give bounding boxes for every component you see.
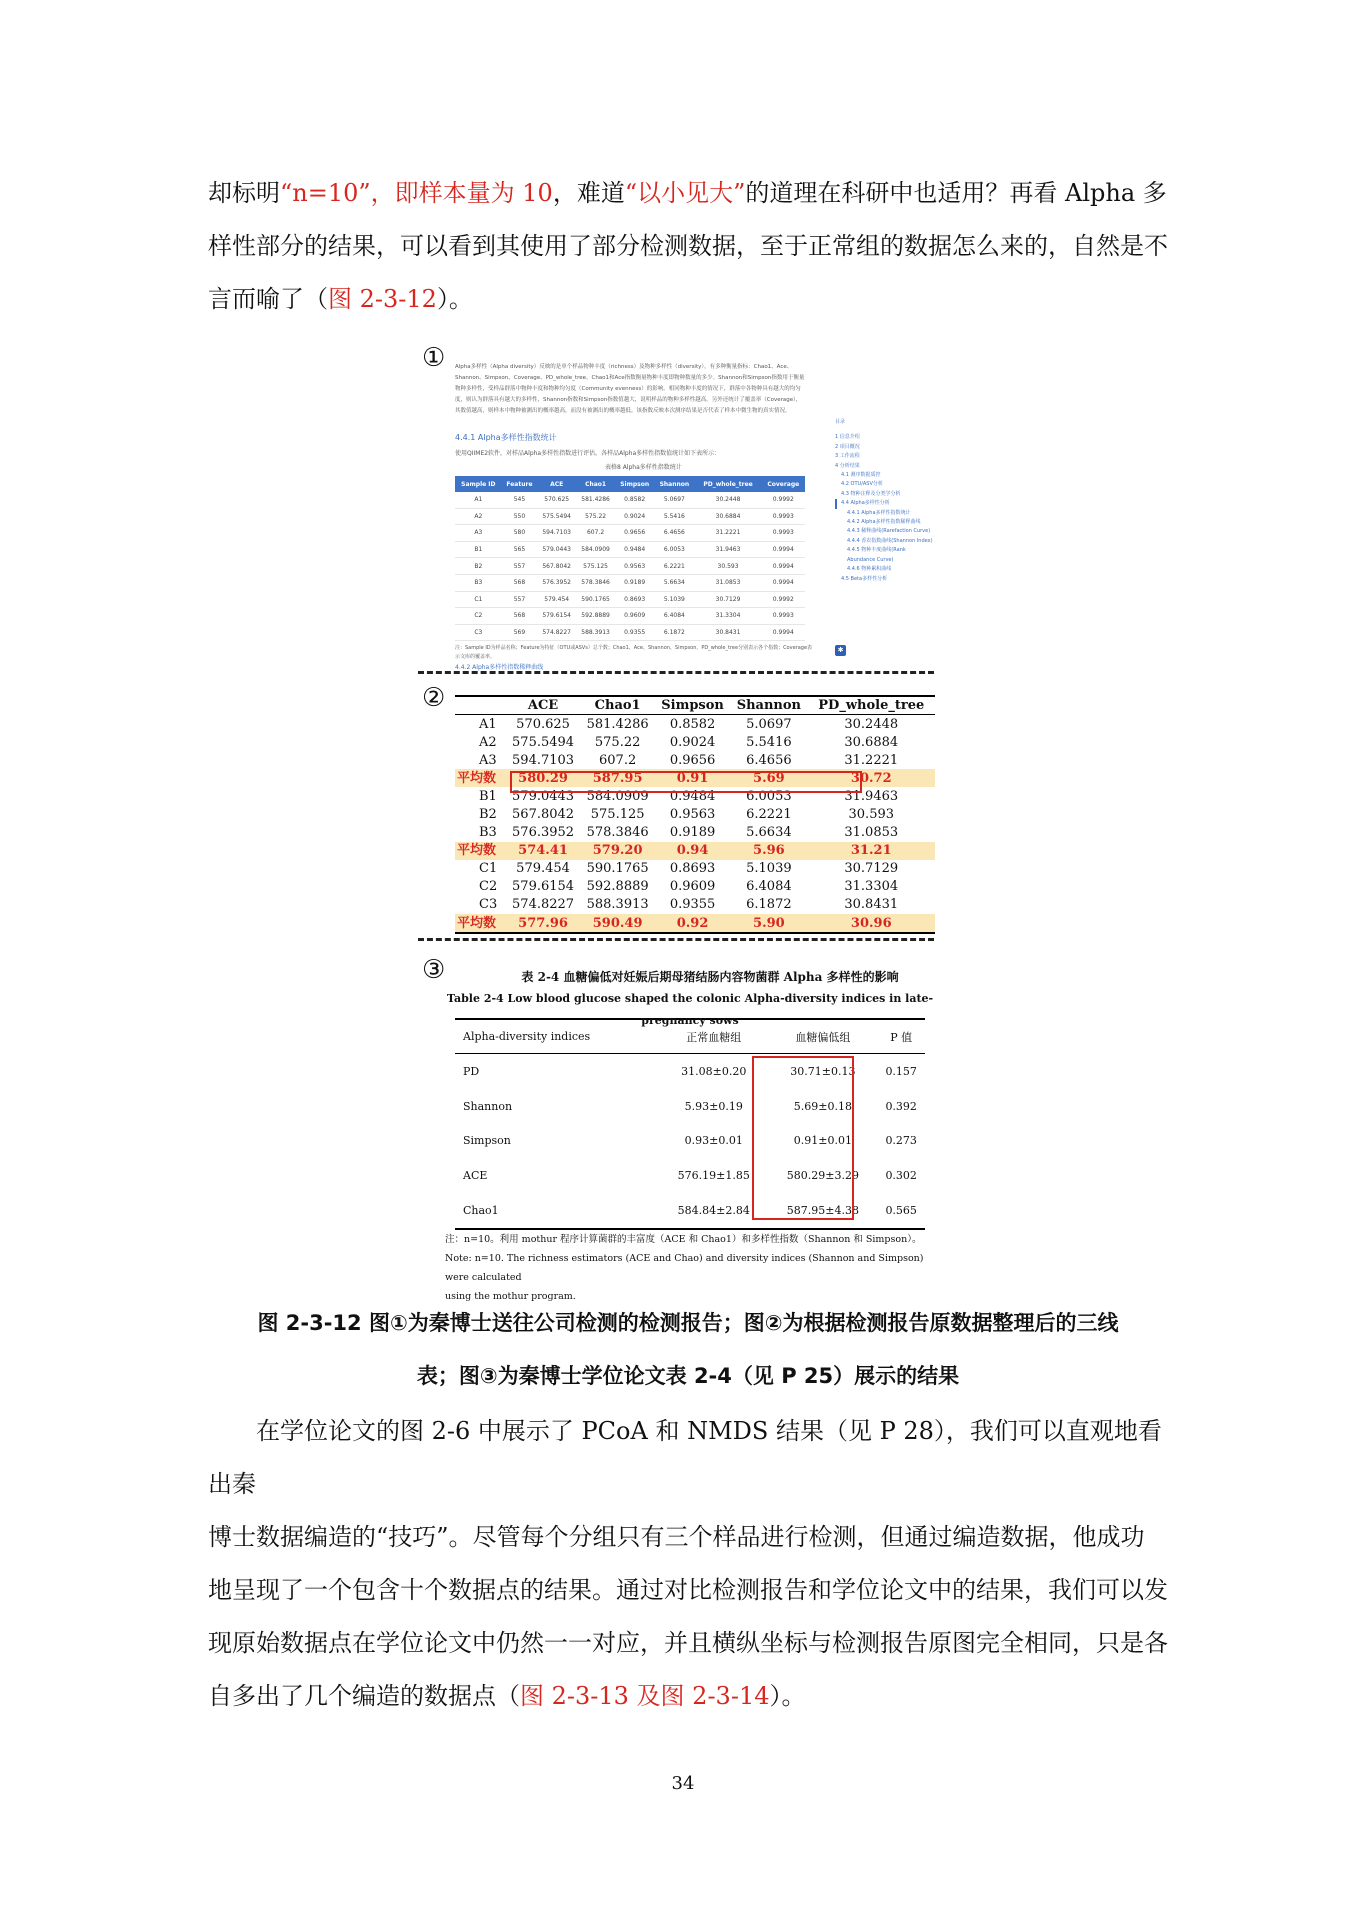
report-cell: 0.8582	[615, 492, 654, 508]
report-cell: B1	[455, 541, 502, 558]
report-cell: 607.2	[576, 525, 615, 542]
table-cell: 0.9563	[669, 807, 716, 823]
table-cell: 31.21	[808, 842, 935, 860]
table-header-cell: 血糖偏低组	[768, 1019, 877, 1054]
report-table	[455, 476, 805, 641]
table-header-cell	[455, 696, 506, 715]
report-cell: 590.1765	[576, 591, 615, 608]
report-cell: C3	[455, 624, 502, 641]
thesis-table-panel	[440, 966, 940, 1306]
row-label: 平均数	[455, 769, 506, 787]
table-cell: 581.4286	[586, 716, 649, 732]
text-span: 却标明	[208, 179, 280, 207]
table-cell: 584.84±2.84	[659, 1193, 768, 1229]
table-row	[455, 878, 935, 896]
row-label: A1	[479, 716, 497, 732]
table-cell: 578.3846	[586, 825, 649, 841]
toc-title: 目录	[835, 419, 846, 425]
toc-item: 3 工作流程	[835, 453, 860, 460]
report-cell: 574.8227	[537, 624, 576, 641]
table-cell: 0.91±0.01	[793, 1134, 852, 1148]
table-cell: 0.93±0.01	[684, 1134, 743, 1148]
toc-item: 4.4 Alpha多样性分析	[835, 499, 935, 508]
row-label: B1	[479, 788, 497, 804]
bottom-paragraph	[208, 1405, 1168, 1723]
table-row	[455, 591, 805, 608]
table-header-cell: ACE	[506, 696, 581, 715]
report-header-cell: PD_whole_tree	[694, 476, 761, 492]
report-cell: 31.0853	[694, 574, 761, 591]
table-cell: 575.125	[590, 807, 645, 823]
report-cell: 0.8693	[615, 591, 654, 608]
table-cell: 577.96	[506, 914, 581, 933]
report-footnote: 注：Sample ID为样品名称；Feature为特征（OTU或ASVs）总个数；Chao1、Ace、Shannon、Simpson、PD_whole_tree分别表示各个指数；Coverage表示文库的覆盖率。	[455, 645, 813, 660]
report-header-cell: ACE	[537, 476, 576, 492]
table-cell: 0.9024	[669, 734, 716, 750]
panel-label-3: ③	[422, 955, 446, 985]
figure-reference: 图 2-3-13 及图 2-3-14	[520, 1682, 770, 1710]
table-cell: 579.454	[516, 861, 570, 877]
report-header-cell: Simpson	[615, 476, 654, 492]
table-row	[455, 624, 805, 641]
table-cell: 5.69±0.18	[793, 1099, 852, 1113]
table-cell: 30.593	[848, 807, 895, 823]
report-cell: 0.9355	[615, 624, 654, 641]
figure-caption	[208, 1297, 1168, 1403]
toc-item: 4.1 测序数据质控	[841, 472, 881, 479]
table-cell: 0.9484	[669, 788, 716, 804]
table-cell: 30.71±0.13	[790, 1064, 856, 1078]
table-header-cell: Alpha-diversity indices	[455, 1019, 659, 1054]
table-cell: 31.9463	[844, 788, 899, 804]
report-cell: 0.9024	[615, 508, 654, 525]
report-cell: 6.4656	[654, 525, 694, 542]
report-cell: 5.0697	[654, 492, 694, 508]
table-cell: 590.49	[580, 914, 655, 933]
toc-item: 1 信息介绍	[835, 434, 860, 441]
table-cell: 588.3913	[586, 897, 649, 913]
report-cell: 550	[502, 508, 538, 525]
report-cell: A3	[455, 525, 502, 542]
table-row	[455, 733, 935, 751]
toc-toggle-icon: ✱	[835, 645, 846, 656]
report-cell: 580	[502, 525, 538, 542]
table-cell: 6.1872	[746, 897, 792, 913]
report-section-title: 4.4.1 Alpha多样性指数统计	[455, 433, 557, 442]
table-cell: 587.95±4.38	[768, 1193, 877, 1229]
report-cell: 31.2221	[694, 525, 761, 542]
text-span: ）。	[436, 285, 473, 313]
report-cell: 579.454	[537, 591, 576, 608]
page-number: 34	[671, 1773, 695, 1794]
report-cell: 594.7103	[537, 525, 576, 542]
table-cell: 5.6634	[746, 825, 792, 841]
row-label: 平均数	[455, 914, 506, 933]
panel-label-1: ①	[422, 343, 446, 373]
report-header-cell: Feature	[502, 476, 538, 492]
table-cell: 574.41	[506, 842, 581, 860]
report-cell: 30.593	[694, 558, 761, 575]
report-header-cell: Sample ID	[455, 476, 502, 492]
report-cell: 0.9656	[615, 525, 654, 542]
toc-item: 4.4.6 物种累积曲线	[847, 566, 892, 573]
text-span: 的道理在科研中也适用？再看 Alpha 多	[745, 179, 1167, 207]
report-cell: 579.0443	[537, 541, 576, 558]
report-cell: 0.9992	[762, 492, 805, 508]
table-cell: 607.2	[599, 752, 637, 768]
table-cell: 0.9656	[669, 752, 716, 768]
report-cell: 581.4286	[576, 492, 615, 508]
report-cell: 5.5416	[654, 508, 694, 525]
table-cell: 5.90	[730, 914, 807, 933]
report-cell: 0.9484	[615, 541, 654, 558]
table-cell: 0.302	[885, 1169, 917, 1183]
table-header-cell: 正常血糖组	[659, 1019, 768, 1054]
report-cell: 6.2221	[654, 558, 694, 575]
table-cell: 584.0909	[586, 788, 649, 804]
table-cell: 570.625	[516, 716, 570, 732]
report-cell: 0.9189	[615, 574, 654, 591]
table-cell: 0.8693	[669, 861, 716, 877]
table-cell: 587.95	[580, 769, 655, 787]
report-cell: 0.9993	[762, 608, 805, 625]
toc-item: 4.5 Beta多样性分析	[841, 575, 888, 582]
report-cell: 570.625	[537, 492, 576, 508]
text-line: 样性部分的结果，可以看到其使用了部分检测数据，至于正常组的数据怎么来的，自然是不	[208, 232, 1168, 260]
table-cell: 0.392	[885, 1099, 917, 1113]
table-cell: 575.5494	[512, 734, 575, 750]
report-intro: Alpha多样性（Alpha diversity）反映的是单个样品物种丰度（richness）及物种多样性（diversity），有多种衡量指标：Chao1、Ace、Shannon、Simpson、Coverage、PD_whole_tree。Chao1和Ace指数衡量物种丰度即物种数量的多少。Shannon和Simpson指数用于衡量物种多样性，受样品群落中物种丰度和物种均匀度（Community evenness）的影响。相同物种丰度的情况下，群落中各物种具有越大的均匀度，则认为群落具有越大的多样性，Shannon指数和Simpson指数值越大，说明样品的物种多样性越高。另外还统计了覆盖率（Coverage），其数值越高，则样本中物种被测出的概率越高，而没有被测出的概率越低。该指数反映本次测序结果是否代表了样本中微生物的真实情况。	[455, 364, 805, 414]
table-row	[455, 751, 935, 769]
table-row	[455, 558, 805, 575]
table-row	[455, 492, 805, 508]
table-cell: 0.9609	[669, 879, 716, 895]
three-line-table	[455, 695, 935, 934]
report-cell: 30.6884	[694, 508, 761, 525]
table-header-cell: Chao1	[580, 696, 655, 715]
table-cell: 6.2221	[746, 807, 792, 823]
average-row	[455, 769, 935, 787]
table-cell: 0.157	[885, 1064, 917, 1078]
table-row	[455, 824, 935, 842]
table-cell: 0.94	[655, 842, 730, 860]
report-cell: 575.22	[576, 508, 615, 525]
table-cell: 5.69	[730, 769, 807, 787]
table-cell: Shannon	[463, 1099, 513, 1113]
figure-reference: 图 2-3-12	[328, 285, 437, 313]
row-label: 平均数	[455, 842, 506, 860]
text-line: 在学位论文的图 2-6 中展示了 PCoA 和 NMDS 结果（见 P 28），我们可以直观地看出秦	[208, 1417, 1162, 1498]
table-cell: 6.0053	[746, 788, 792, 804]
report-cell: 557	[502, 591, 538, 608]
report-cell: 584.0909	[576, 541, 615, 558]
report-cell: 6.0053	[654, 541, 694, 558]
table-row	[455, 805, 935, 823]
report-cell: 578.3846	[576, 574, 615, 591]
report-cell: 30.2448	[694, 492, 761, 508]
table-cell: 580.29	[506, 769, 581, 787]
table-cell: 5.1039	[746, 861, 792, 877]
toc-item: 4.3 物种注释及分类学分析	[841, 490, 901, 497]
report-cell: 569	[502, 624, 538, 641]
table-cell: ACE	[463, 1169, 488, 1183]
table-cell: 31.3304	[844, 879, 899, 895]
table-cell: 590.1765	[586, 861, 649, 877]
average-row	[455, 914, 935, 933]
row-label: C3	[479, 897, 498, 913]
table-cell: 0.565	[877, 1193, 925, 1229]
table-cell: 576.19±1.85	[677, 1169, 750, 1183]
report-cell: 568	[502, 608, 538, 625]
caption-line: 表；图③为秦博士学位论文表 2-4（见 P 25）展示的结果	[416, 1364, 960, 1388]
toc-item: 4 分析结果	[835, 462, 860, 469]
report-cell: 30.7129	[694, 591, 761, 608]
table-cell: 6.4656	[746, 752, 792, 768]
text-line: 博士数据编造的“技巧”。尽管每个分组只有三个样品进行检测，但通过编造数据，他成功	[208, 1523, 1145, 1551]
report-cell: 575.5494	[537, 508, 576, 525]
report-cell: 5.1039	[654, 591, 694, 608]
table-cell: 31.08±0.20	[681, 1064, 747, 1078]
text-span: 言而喻了（	[208, 285, 328, 313]
table-cell: 592.8889	[586, 879, 649, 895]
report-header-cell: Chao1	[576, 476, 615, 492]
report-cell: 592.8889	[576, 608, 615, 625]
table-cell: 5.5416	[746, 734, 792, 750]
top-paragraph	[208, 167, 1168, 326]
report-cell: 575.125	[576, 558, 615, 575]
toc-item: 4.4.1 Alpha多样性指数统计	[847, 509, 911, 516]
report-cell: C1	[455, 591, 502, 608]
report-cell: 0.9563	[615, 558, 654, 575]
highlight-text: “以小见大”	[624, 179, 746, 207]
table-cell: 576.3952	[512, 825, 575, 841]
thesis-table	[455, 1018, 925, 1230]
report-cell: 0.9609	[615, 608, 654, 625]
report-note: 使用QIIME2软件，对样品Alpha多样性指数进行评估。各样品Alpha多样性指数值统计如下表所示：	[455, 450, 721, 457]
panel-divider	[418, 938, 934, 941]
text-span: ）。	[769, 1682, 806, 1710]
table-cell: 30.72	[808, 769, 935, 787]
table-cell: Simpson	[463, 1134, 511, 1148]
report-toc	[835, 418, 935, 584]
report-cell: 0.9992	[762, 591, 805, 608]
report-header-cell: Shannon	[654, 476, 694, 492]
toc-item: 4.4.2 Alpha多样性指数稀释曲线	[847, 519, 921, 526]
thesis-note-cn: 注：n=10。利用 mothur 程序计算菌群的丰富度（ACE 和 Chao1）和多样性指数（Shannon 和 Simpson）。	[445, 1233, 922, 1245]
row-label: C1	[479, 861, 498, 877]
panel-label-2: ②	[422, 683, 446, 713]
row-label: B3	[479, 825, 497, 841]
table-cell: 31.0853	[844, 825, 899, 841]
table-cell: 30.2448	[844, 716, 899, 732]
report-cell: 568	[502, 574, 538, 591]
table-cell: 575.22	[594, 734, 641, 750]
table-row	[455, 1193, 925, 1229]
text-line: 地呈现了一个包含十个数据点的结果。通过对比检测报告和学位论文中的结果，我们可以发	[208, 1576, 1168, 1604]
table-cell: 31.2221	[844, 752, 899, 768]
report-cell: 557	[502, 558, 538, 575]
table-row	[455, 860, 935, 878]
caption-line: 图 2-3-12 图①为秦博士送往公司检测的检测报告；图②为根据检测报告原数据整理后的三线	[257, 1311, 1119, 1335]
table-row	[455, 896, 935, 914]
highlight-text: 10	[514, 179, 553, 207]
report-cell: 545	[502, 492, 538, 508]
average-row	[455, 842, 935, 860]
report-cell: 6.1872	[654, 624, 694, 641]
row-label: B2	[479, 807, 497, 823]
table-cell: 0.9189	[669, 825, 716, 841]
report-cell: 31.9463	[694, 541, 761, 558]
row-label: A2	[479, 734, 497, 750]
table-cell: 579.20	[580, 842, 655, 860]
toc-item: 4.4.5 物种丰度曲线(Rank Abundance Curve)	[847, 547, 906, 563]
table-row	[455, 1054, 925, 1089]
table-row	[455, 1158, 925, 1193]
report-cell: 0.9993	[762, 508, 805, 525]
table-cell: 579.0443	[512, 788, 575, 804]
table-row	[455, 508, 805, 525]
report-cell: 5.6634	[654, 574, 694, 591]
highlight-text: “n=10”，即样本量为	[280, 179, 515, 207]
table-cell: Chao1	[455, 1193, 659, 1229]
table-header-cell: P 值	[877, 1019, 925, 1054]
table-cell: 579.6154	[512, 879, 575, 895]
report-table-caption: 表格8 Alpha多样性指数统计	[605, 464, 682, 471]
table-cell: 0.8582	[669, 716, 716, 732]
table-row	[455, 525, 805, 542]
report-cell: 6.4084	[654, 608, 694, 625]
report-next-section: 4.4.2 Alpha多样性指数稀释曲线	[455, 664, 544, 671]
report-screenshot	[455, 362, 935, 671]
thesis-table-title-en: Table 2-4 Low blood glucose shaped the colonic Alpha-diversity indices in late-pregnancy sows	[446, 992, 934, 1027]
thesis-table-title-cn: 表 2-4 血糖偏低对妊娠后期母猪结肠内容物菌群 Alpha 多样性的影响	[521, 970, 899, 984]
table-cell: 6.4084	[746, 879, 792, 895]
table-header-cell: Shannon	[730, 696, 807, 715]
table-cell: 0.273	[885, 1134, 917, 1148]
report-cell: 31.3304	[694, 608, 761, 625]
table-cell: 0.92	[655, 914, 730, 933]
toc-item: 4.4.3 稀释曲线(Rarefaction Curve)	[847, 528, 931, 535]
text-line: 现原始数据点在学位论文中仍然一一对应，并且横纵坐标与检测报告原图完全相同，只是各	[208, 1629, 1168, 1657]
table-header-cell: PD_whole_tree	[808, 696, 935, 715]
table-cell: 30.96	[808, 914, 935, 933]
table-cell: 594.7103	[512, 752, 575, 768]
report-cell: 579.6154	[537, 608, 576, 625]
report-cell: C2	[455, 608, 502, 625]
text-line	[208, 1670, 1168, 1723]
table-cell: PD	[463, 1064, 480, 1078]
report-header-cell: Coverage	[762, 476, 805, 492]
report-cell: 0.9994	[762, 624, 805, 641]
report-cell: A1	[455, 492, 502, 508]
three-line-table-panel	[455, 695, 935, 934]
table-cell: 5.96	[730, 842, 807, 860]
report-cell: A2	[455, 508, 502, 525]
row-label: C2	[479, 879, 498, 895]
table-header-cell: Simpson	[655, 696, 730, 715]
table-cell: 30.6884	[844, 734, 899, 750]
table-row	[455, 1124, 925, 1159]
table-cell: 567.8042	[512, 807, 575, 823]
panel-divider	[418, 671, 934, 674]
table-row	[455, 574, 805, 591]
table-row	[455, 541, 805, 558]
report-cell: 576.3952	[537, 574, 576, 591]
report-cell: 588.3913	[576, 624, 615, 641]
text-line	[208, 273, 1168, 326]
text-line	[208, 167, 1168, 220]
table-row	[455, 1089, 925, 1124]
report-cell: 0.9994	[762, 541, 805, 558]
toc-item: 2 项目概况	[835, 443, 860, 450]
table-cell: 0.9355	[669, 897, 716, 913]
table-cell: 5.93±0.19	[684, 1099, 743, 1113]
report-cell: 0.9994	[762, 574, 805, 591]
text-span: 自多出了几个编造的数据点（	[208, 1682, 520, 1710]
table-cell: 574.8227	[512, 897, 575, 913]
report-cell: B3	[455, 574, 502, 591]
table-row	[455, 787, 935, 805]
table-cell: 30.7129	[844, 861, 899, 877]
table-cell: 30.8431	[844, 897, 899, 913]
report-cell: 567.8042	[537, 558, 576, 575]
table-row	[455, 608, 805, 625]
report-cell: 30.8431	[694, 624, 761, 641]
report-cell: B2	[455, 558, 502, 575]
thesis-note-en: using the mothur program.	[445, 1290, 576, 1302]
thesis-note-en: Note: n=10. The richness estimators (ACE and Chao) and diversity indices (Shannon and Simpson) were calculated	[445, 1252, 924, 1283]
toc-item: 4.4.4 香农指数曲线(Shannon Index)	[847, 537, 933, 544]
table-cell: 0.91	[655, 769, 730, 787]
report-cell: 0.9993	[762, 525, 805, 542]
toc-item: 4.2 OTU/ASV分析	[841, 481, 883, 488]
table-cell: 5.0697	[746, 716, 792, 732]
report-cell: 0.9994	[762, 558, 805, 575]
report-cell: 565	[502, 541, 538, 558]
table-cell: 580.29±3.29	[786, 1169, 859, 1183]
row-label: A3	[479, 752, 497, 768]
table-row	[455, 715, 935, 734]
text-span: ，难道	[552, 179, 625, 207]
